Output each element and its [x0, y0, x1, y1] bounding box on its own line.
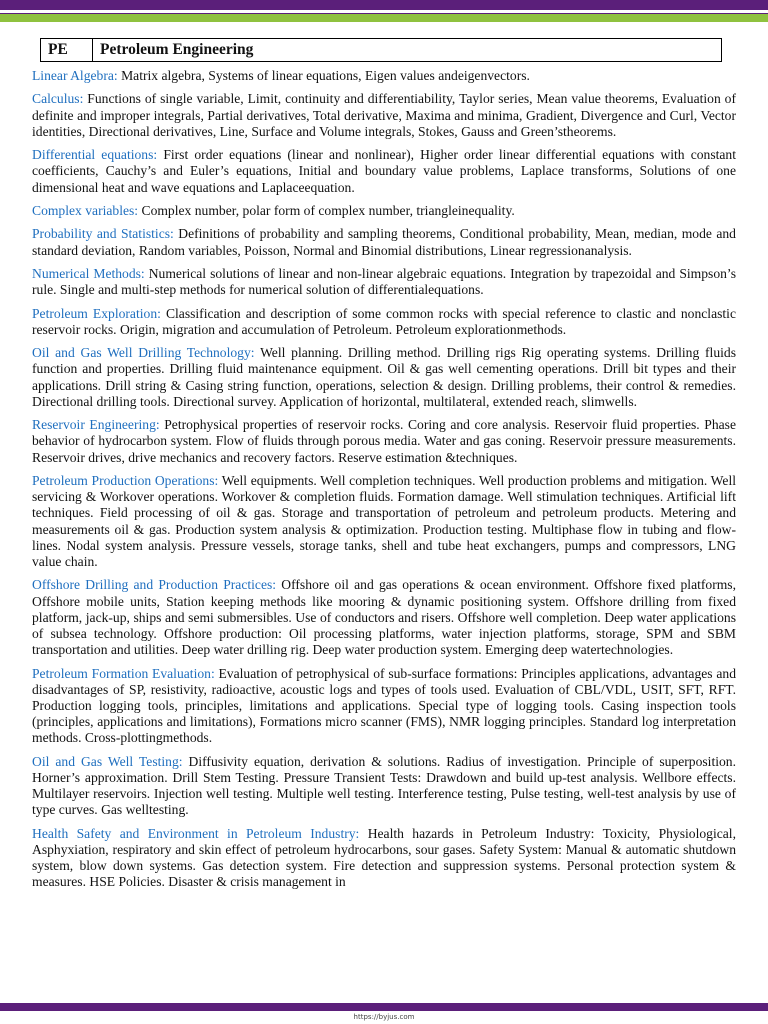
top-banner-gap [0, 10, 768, 13]
section-topic: Petroleum Exploration: [32, 305, 161, 321]
section-text: Offshore oil and gas operations & ocean environment. Offshore fixed platforms, Offshore mobile units, Station keeping methods like mooring & dynamic positioning system. Offshore drilling from fixed platform, jack-up, ships and semi submersibles. Use of conductors and risers. Offshore well completion. Deep water applications of subsea technology. Offshore production: Oil processing platforms, water injection platforms, storage, SPM and SBM transportation and utilities. Deep water drilling rig. Deep water production system. Emerging deep watertechnologies. [32, 577, 736, 658]
footer-url[interactable]: https://byjus.com [353, 1013, 415, 1021]
syllabus-section [32, 226, 736, 258]
syllabus-section [32, 577, 736, 658]
section-topic: Probability and Statistics: [32, 226, 174, 242]
section-topic: Petroleum Production Operations: [32, 472, 219, 488]
section-topic: Petroleum Formation Evaluation: [32, 665, 215, 681]
subject-code: PE [41, 39, 93, 61]
section-text: Matrix algebra, Systems of linear equations, Eigen values andeigenvectors. [121, 68, 530, 83]
syllabus-section [32, 754, 736, 819]
syllabus-section [32, 826, 736, 891]
section-text: Numerical solutions of linear and non-linear algebraic equations. Integration by trapezoidal and Simpson’s rule. Single and multi-step methods for numerical solution of differentialequations. [32, 265, 736, 298]
section-text: Well planning. Drilling method. Drilling rigs Rig operating systems. Drilling fluids function and properties. Drilling fluid maintenance equipment. Oil & gas well cementing operations. Drill bit types and their applications. Drill string & Casing string function, operations, selection & design. Drilling problems, their control & remedies. Directional drilling tools. Directional survey. Application of horizontal, multilateral, extended reach, slimwells. [32, 345, 736, 409]
section-topic: Offshore Drilling and Production Practices: [32, 577, 277, 593]
section-topic: Reservoir Engineering: [32, 417, 160, 433]
section-text: Diffusivity equation, derivation & solutions. Radius of investigation. Principle of superposition. Horner’s approximation. Drill Stem Testing. Pressure Transient Tests: Drawdown and build up-test analysis. Wellbore effects. Multilayer reservoirs. Injection well testing. Multiple well testing. Interference testing, Pulse testing, well-test analysis by use of type curves. Gas welltesting. [32, 753, 737, 818]
section-topic: Oil and Gas Well Testing: [32, 753, 183, 769]
section-text: Classification and description of some common rocks with special reference to clastic and nonclastic reservoir rocks. Origin, migration and accumulation of Petroleum. Petroleum explorationmethods. [32, 305, 736, 337]
section-topic: Numerical Methods: [32, 265, 145, 281]
subject-header [40, 38, 722, 62]
syllabus-content [32, 68, 736, 898]
syllabus-section [32, 203, 736, 219]
syllabus-section [32, 306, 736, 338]
section-topic: Complex variables: [32, 202, 139, 218]
footer-banner [0, 1003, 768, 1011]
section-text: Petrophysical properties of reservoir rocks. Coring and core analysis. Reservoir fluid properties. Phase behavior of hydrocarbon system. Flow of fluids through porous media. Water and gas coning. Reservoir pressure measurements. Reservoir drives, drive mechanics and recovery factors. Reserve estimation &techniques. [32, 417, 737, 465]
syllabus-section [32, 417, 736, 466]
section-text: Definitions of probability and sampling theorems, Conditional probability, Mean, median, mode and standard deviation, Random variables, Poisson, Normal and Binomial distributions, Linear regressionanalysis. [32, 226, 736, 258]
section-text: Health hazards in Petroleum Industry: Toxicity, Physiological, Asphyxiation, respiratory and skin effect of petroleum hydrocarbons, sour gases. Safety System: Manual & automatic shutdown system, blow down systems. Gas detection system. Fire detection and suppression systems. Personal protection system & measures. HSE Policies. Disaster & crisis management in [32, 825, 736, 890]
section-topic: Calculus: [32, 91, 84, 107]
subject-title: Petroleum Engineering [100, 41, 254, 58]
byjus-logo [6, 60, 24, 70]
section-text: Evaluation of petrophysical of sub-surface formations: Principles applications, advantages and disadvantages of SP, resistivity, radioactive, acoustic logs and types of tools used. Evaluation of CBL/VDL, USIT, SFT, RFT. Production logging tools, principles, limitations and applications. Special type of logging tools. Casing inspection tools (principles, applications and limitations), Formations micro scanner (FMS), NMR logging principles. Standard log interpretation methods. Cross-plottingmethods. [32, 665, 736, 746]
syllabus-section [32, 266, 736, 298]
syllabus-section [32, 68, 736, 84]
syllabus-section [32, 473, 736, 570]
section-topic: Health Safety and Environment in Petroleum Industry: [32, 825, 360, 841]
syllabus-section [32, 345, 736, 410]
top-banner-green [0, 14, 768, 22]
syllabus-section [32, 91, 736, 140]
section-topic: Differential equations: [32, 147, 158, 163]
syllabus-section [32, 666, 736, 747]
section-text: Functions of single variable, Limit, continuity and differentiability, Taylor series, Mean value theorems, Evaluation of definite and improper integrals, Partial derivatives, Total derivative, Maxima and minima, Gradient, Divergence and Curl, Vector identities, Directional derivatives, Line, Surface and Volume integrals, Stokes, Gauss and Green’stheorems. [32, 91, 736, 139]
section-text: Complex number, polar form of complex number, triangleinequality. [141, 202, 515, 218]
section-text: First order equations (linear and nonlinear), Higher order linear differential equations with constant coefficients, Cauchy’s and Euler’s equations, Initial and boundary value problems, Laplace transforms, Solutions of one dimensional heat and wave equations and Laplaceequation. [32, 147, 736, 195]
section-text: Well equipments. Well completion techniques. Well production problems and mitigation. Well servicing & Workover operations. Workover & completion fluids. Formation damage. Well stimulation techniques. Artificial lift techniques. Field processing of oil & gas. Storage and transportation of petroleum and petroleum products. Metering and measurements oil & gas. Production system analysis & optimization. Production testing. Multiphase flow in tubing and flow-lines. Nodal system analysis. Pressure vessels, storage tanks, shell and tube heat exchangers, pumps and compressors, LNG value chain. [32, 472, 737, 569]
syllabus-section [32, 147, 736, 196]
section-topic: Oil and Gas Well Drilling Technology: [32, 345, 255, 361]
section-topic: Linear Algebra: [32, 68, 118, 83]
